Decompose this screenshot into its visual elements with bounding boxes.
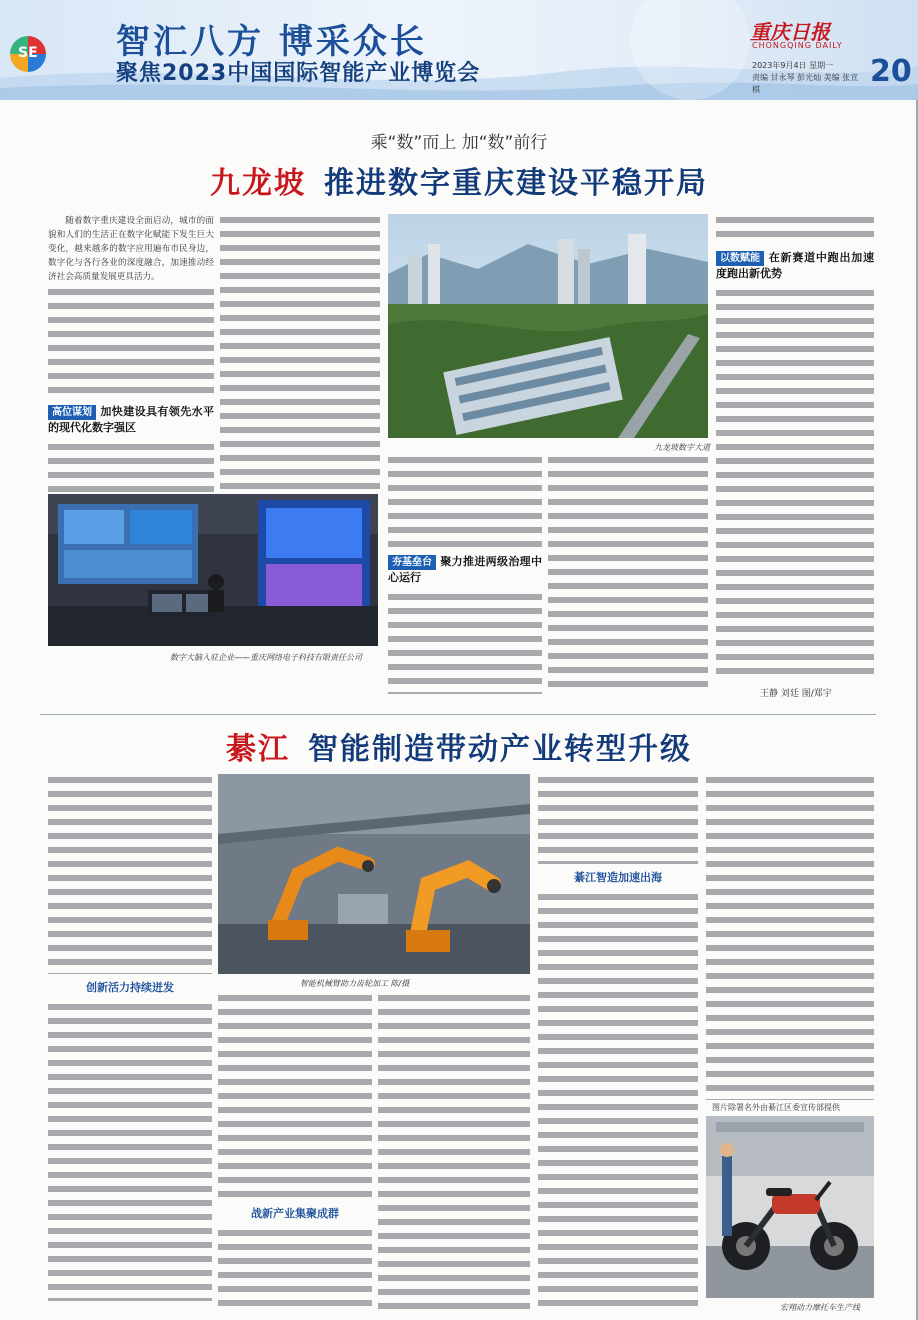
article2-body-text [218, 1227, 372, 1307]
article1-headline-text: 推进数字重庆建设平稳开局 [324, 166, 708, 201]
article1-headline [0, 158, 918, 202]
article2-photo-motorcycle [706, 1116, 874, 1298]
article2-column-2 [218, 992, 372, 1310]
article1-section-3-heading [716, 250, 874, 281]
article1-column-2 [220, 214, 380, 494]
article2-section-1-heading: 创新活力持续迸发 [86, 981, 174, 994]
article1-body-text [548, 454, 708, 694]
article2-column-5 [706, 774, 874, 1100]
article2-section-2-heading: 綦江智造加速出海 [574, 871, 662, 884]
article1-column-5 [716, 214, 874, 682]
article1-photo-city [388, 214, 708, 438]
article2-column-3 [378, 992, 530, 1310]
section-title: 加快建设具有领先水平的现代化数字强区 [48, 405, 214, 434]
article1-lead: 随着数字重庆建设全面启动，城市的面貌和人们的生活正在数字化赋能下发生巨大变化，越来越多的数字应用遍布市民身边，数字化与各行各业的深度融合，加速推动经济社会高质量发展更具活力。 [48, 216, 214, 282]
article2-body-text [48, 774, 212, 974]
article1-kicker: 乘“数”而上 加“数”前行 [370, 133, 548, 153]
article1-photo2-caption: 数字大脑入驻企业——重庆网络电子科技有限责任公司 [170, 653, 362, 662]
section-title: 聚力推进两级治理中心运行 [388, 555, 542, 584]
article2-place: 綦江 [226, 732, 290, 767]
expo-logo-text: SE [18, 45, 38, 61]
article2-column-4 [538, 774, 698, 1310]
banner-slogan: 智汇八方 博采众长 [116, 22, 427, 62]
article2-headline [0, 724, 918, 768]
article2-photo-robot-arms [218, 774, 530, 974]
section-tag: 高位谋划 [48, 405, 96, 420]
article1-column-1 [48, 214, 214, 494]
issue-date: 2023年9月4日 星期一 [752, 61, 834, 70]
article2-body-text [48, 1001, 212, 1301]
article1-body-text [388, 591, 542, 694]
newspaper-name: 重庆日报 [750, 20, 830, 44]
article1-column-3 [388, 454, 542, 694]
page-number: 20 [870, 54, 912, 89]
article2-body-text [218, 992, 372, 1200]
article2-byline: 图片除署名外由綦江区委宣传部提供 [712, 1103, 840, 1112]
article1-place: 九龙坡 [210, 166, 306, 201]
section-tag: 以数赋能 [716, 251, 764, 266]
expo-title: 聚焦2023中国国际智能产业博览会 [116, 61, 481, 86]
article2-body-text [378, 992, 530, 1310]
article2-body-text [538, 774, 698, 864]
article2-section-3-heading: 战新产业集聚成群 [251, 1207, 339, 1220]
article1-column-4 [548, 454, 708, 694]
article1-body-text [220, 214, 380, 494]
article1-body-text [388, 454, 542, 548]
article1-photo1-caption: 九龙坡数字大道 [654, 443, 710, 452]
article1-body-text [716, 287, 874, 675]
article1-section-1-heading [48, 404, 214, 435]
article2-body-text [706, 774, 874, 1100]
article2-body-text [538, 891, 698, 1310]
article2-photo1-caption: 智能机械臂助力齿轮加工 陈/摄 [300, 979, 410, 988]
section-tag: 夯基垒台 [388, 555, 436, 570]
page-editors: 责编 甘永琴 彭光灿 美编 张宣棋 [752, 73, 859, 94]
article1-byline: 王静 刘廷 图/郑宇 [760, 689, 832, 699]
section-title: 在新赛道中跑出加速度跑出新优势 [716, 251, 874, 280]
article1-body-text [48, 441, 214, 494]
article1-body-text [716, 214, 874, 244]
masthead-banner [0, 0, 918, 100]
article2-column-1 [48, 774, 212, 1310]
article1-section-2-heading [388, 554, 542, 585]
newspaper-name-en: CHONGQING DAILY [752, 41, 843, 50]
article1-body-text [48, 286, 214, 398]
article2-photo2-caption: 宏翔动力摩托车生产线 [780, 1303, 860, 1312]
article1-photo-control-room [48, 494, 378, 646]
article-divider [40, 714, 876, 715]
article2-headline-text: 智能制造带动产业转型升级 [308, 732, 692, 767]
